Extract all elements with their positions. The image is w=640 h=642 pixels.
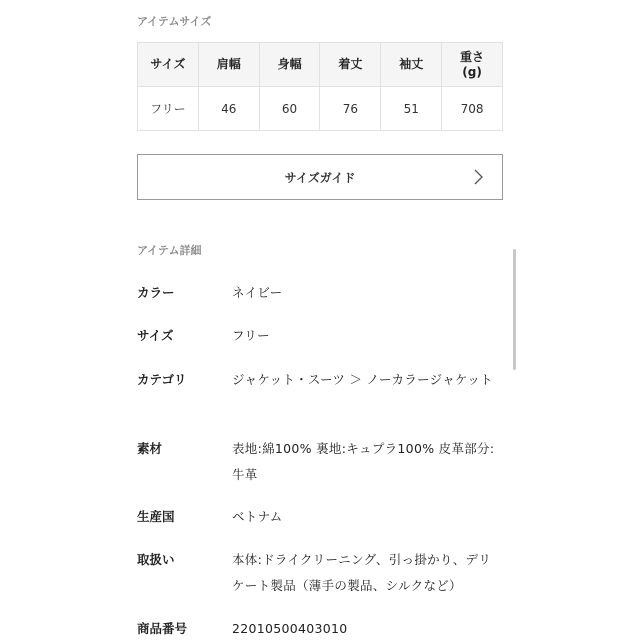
- detail-value-color: ネイビー: [232, 285, 283, 300]
- size-guide-label: サイズガイド: [284, 170, 356, 185]
- detail-value-category: ジャケット・スーツ ＞ ノーカラージャケット: [232, 372, 493, 387]
- size-cell-shoulder: 46: [198, 87, 259, 131]
- detail-value-material: 表地:綿100% 裏地:キュプラ100% 皮革部分:牛革: [232, 441, 495, 482]
- size-cell-size: フリー: [138, 87, 199, 131]
- detail-label-size: サイズ: [137, 328, 174, 343]
- table-row: [138, 87, 503, 131]
- size-header-length: 着丈: [320, 43, 381, 87]
- detail-value-product-number: 22010500403010: [232, 621, 348, 636]
- size-cell-sleeve: 51: [381, 87, 442, 131]
- size-header-weight: [442, 43, 503, 87]
- chevron-right-icon: [470, 168, 486, 186]
- size-table: [137, 42, 503, 131]
- size-header-body-width: 身幅: [259, 43, 320, 87]
- detail-value-care: 本体:ドライクリーニング、引っ掛かり、デリケート製品（薄手の製品、シルクなど）: [232, 552, 492, 593]
- size-cell-length: 76: [320, 87, 381, 131]
- detail-label-care: 取扱い: [137, 552, 175, 567]
- detail-label-material: 素材: [137, 441, 163, 456]
- size-table-header-row: [138, 43, 503, 87]
- size-cell-body-width: 60: [259, 87, 320, 131]
- detail-label-category: カテゴリ: [137, 372, 187, 387]
- scrollbar[interactable]: [513, 249, 516, 370]
- size-header-shoulder: 肩幅: [198, 43, 259, 87]
- size-guide-button[interactable]: [137, 154, 503, 200]
- size-header-sleeve: 袖丈: [381, 43, 442, 87]
- detail-label-color: カラー: [137, 285, 175, 300]
- size-cell-weight: 708: [442, 87, 503, 131]
- size-header-size: サイズ: [138, 43, 199, 87]
- item-size-heading: アイテムサイズ: [137, 15, 212, 28]
- size-header-weight-label: 重さ(g): [460, 49, 485, 79]
- detail-value-size: フリー: [232, 328, 270, 343]
- detail-label-country: 生産国: [137, 509, 175, 524]
- detail-label-product-number: 商品番号: [137, 621, 188, 636]
- detail-value-country: ベトナム: [232, 509, 283, 524]
- item-detail-heading: アイテム詳細: [137, 244, 202, 257]
